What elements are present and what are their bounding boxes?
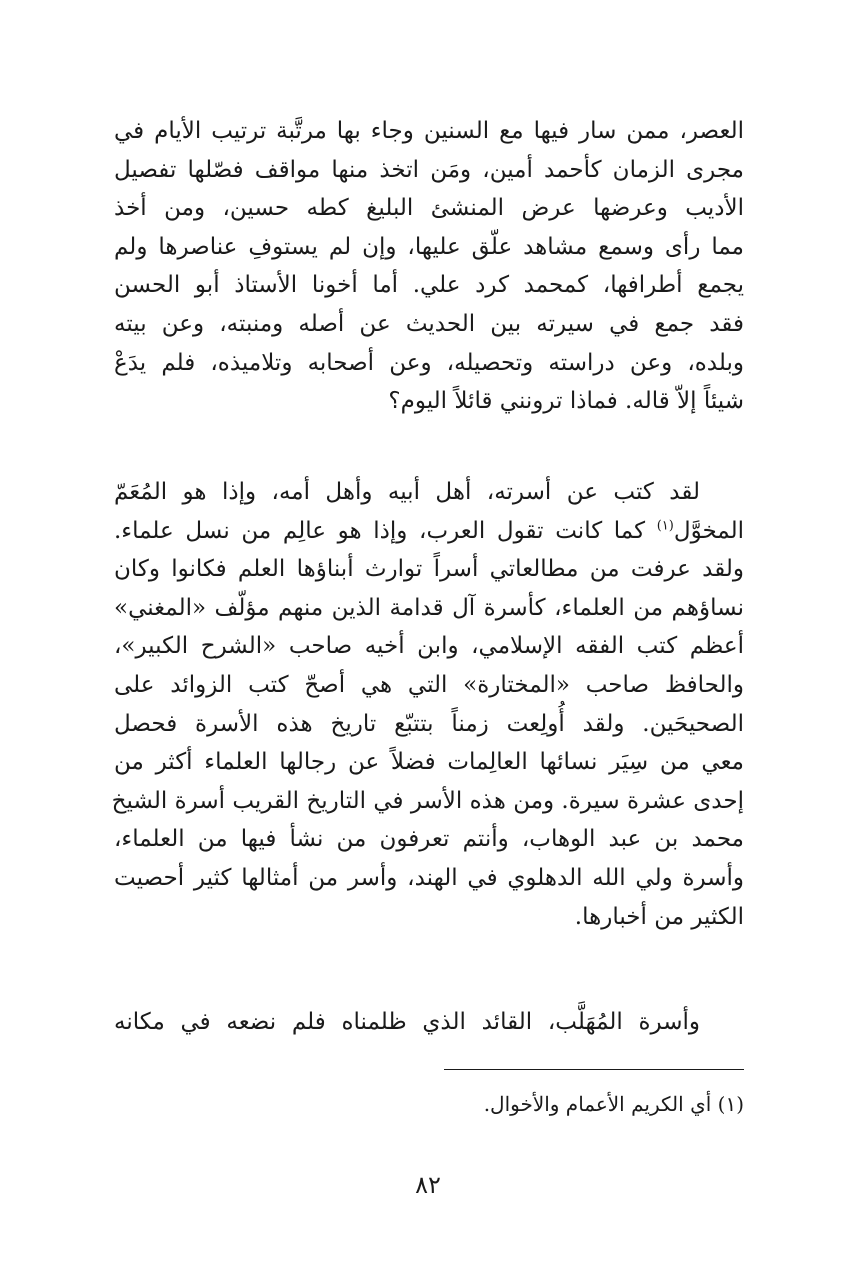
text-line: محمد بن عبد الوهاب، وأنتم تعرفون من نشأ فيها من العلماء، [114, 826, 744, 853]
text-segment: كما كانت تقول العرب، وإذا هو عالِم من نسل علماء. [114, 517, 657, 544]
footnote: (١) أي الكريم الأعمام والأخوال. [483, 1092, 744, 1116]
text-line: نساؤهم من العلماء، كأسرة آل قدامة الذين منهم مؤلّف «المغني» [114, 594, 744, 621]
text-line: وأسرة المُهَلَّب، القائد الذي ظلمناه فلم نضعه في مكانه [114, 1009, 700, 1035]
text-line: يجمع أطرافها، كمحمد كرد علي. أما أخونا الأستاذ أبو الحسن [114, 272, 744, 299]
footnote-divider [444, 1069, 744, 1070]
text-line: أعظم كتب الفقه الإسلامي، وابن أخيه صاحب «الشرح الكبير»، [114, 633, 744, 660]
paragraph-2 [111, 473, 744, 936]
text-line: معي من سِيَر نسائها العالِمات فضلاً عن رجالها العلماء أكثر من [114, 749, 744, 776]
text-line: والحافظ صاحب «المختارة» التي هي أصحّ كتب الزوائد على [114, 671, 744, 698]
text-line: العصر، ممن سار فيها مع السنين وجاء بها مرتَّبة ترتيب الأيام في [114, 118, 744, 144]
text-segment: المخوَّل [673, 517, 744, 544]
text-line: الكثير من أخبارها. [574, 903, 744, 930]
text-line: لقد كتب عن أسرته، أهل أبيه وأهل أمه، وإذا هو المُعَمّ [114, 479, 700, 505]
text-line: مما رأى وسمع مشاهد علّق عليها، وإن لم يستوفِ عناصرها ولم [114, 233, 744, 260]
paragraph-1 [114, 112, 744, 421]
text-line: وبلده، وعن دراسته وتحصيله، وعن أصحابه وتلاميذه، فلم يدَعْ [114, 349, 744, 376]
text-line: ولقد عرفت من مطالعاتي أسراً توارث أبناؤها العلم فكانوا وكان [114, 556, 744, 583]
text-line: وأسرة ولي الله الدهلوي في الهند، وأسر من أمثالها كثير أحصيت [114, 864, 744, 891]
text-line: إحدى عشرة سيرة. ومن هذه الأسر في التاريخ القريب أسرة الشيخ [111, 787, 744, 814]
text-line: مجرى الزمان كأحمد أمين، ومَن اتخذ منها مواقف فصّلها تفصيل [114, 156, 744, 183]
text-line: شيئاً إلاّ قاله. فماذا ترونني قائلاً اليوم؟ [388, 388, 744, 415]
text-line: الأديب وعرضها عرض المنشئ البليغ كطه حسين، ومن أخذ [114, 195, 744, 222]
text-line: فقد جمع في سيرته بين الحديث عن أصله ومنبته، وعن بيته [114, 310, 744, 337]
text-line: الصحيحَين. ولقد أُولِعت زمناً بتتبّع تاريخ هذه الأسرة فحصل [114, 710, 744, 737]
paragraph-3 [114, 1003, 744, 1042]
footnote-reference: (١) [656, 517, 674, 533]
text-line [114, 512, 744, 551]
page-number: ٨٢ [415, 1171, 441, 1199]
